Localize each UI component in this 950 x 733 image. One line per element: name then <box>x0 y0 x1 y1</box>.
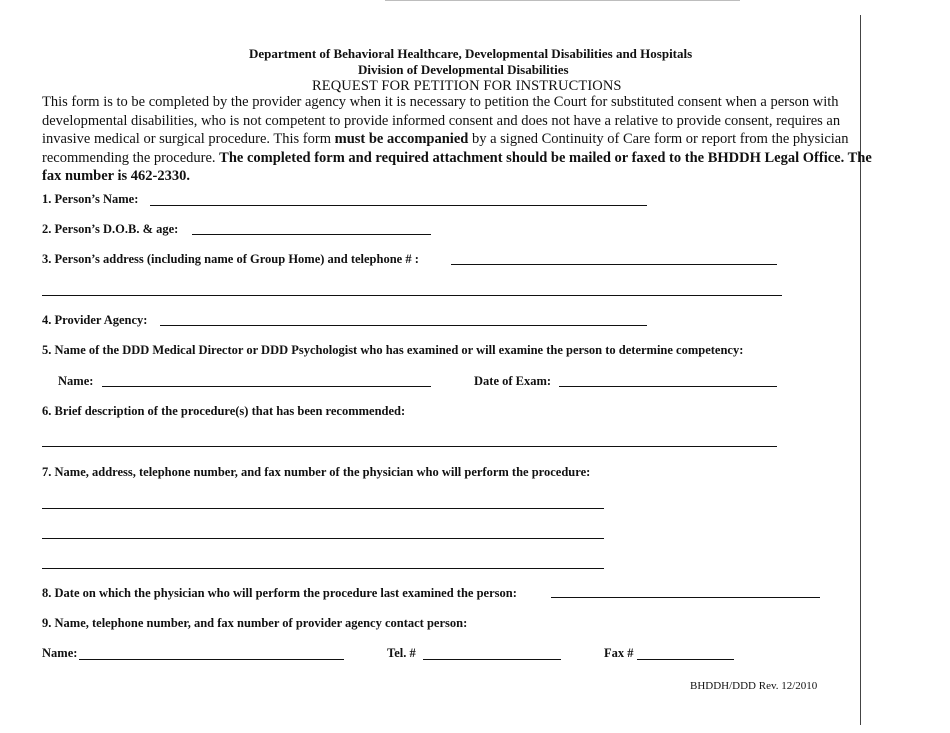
q5-date-label: Date of Exam: <box>474 374 552 388</box>
q9-contact-name-field[interactable] <box>79 659 344 660</box>
q4-provider-agency-field[interactable] <box>160 325 647 326</box>
q2-dob-age-field[interactable] <box>192 234 431 235</box>
division-name: Division of Developmental Disabilities <box>358 62 569 77</box>
q5-name-label: Name: <box>58 374 94 388</box>
q5-label: 5. Name of the DDD Medical Director or DDD Psychologist who has examined or will examine the person to determine competency: <box>42 343 744 357</box>
q3-label: 3. Person’s address (including name of Group Home) and telephone # : <box>42 252 419 266</box>
q5-date-of-exam-field[interactable] <box>559 386 777 387</box>
q7-physician-field-3[interactable] <box>42 568 604 569</box>
q7-physician-field-1[interactable] <box>42 508 604 509</box>
q9-name-label: Name: <box>42 646 78 660</box>
scan-artifact-line <box>385 0 740 1</box>
q1-label: 1. Person’s Name: <box>42 192 139 206</box>
q9-telephone-field[interactable] <box>423 659 561 660</box>
q6-label: 6. Brief description of the procedure(s) that has been recommended: <box>42 404 406 418</box>
q2-label: 2. Person’s D.O.B. & age: <box>42 222 179 236</box>
q8-last-exam-date-field[interactable] <box>551 597 820 598</box>
q1-person-name-field[interactable] <box>150 205 647 206</box>
q9-tel-label: Tel. # <box>387 646 416 660</box>
q9-fax-field[interactable] <box>637 659 734 660</box>
q9-label: 9. Name, telephone number, and fax number of provider agency contact person: <box>42 616 468 630</box>
intro-text-2: by a signed Continuity of Care form or report from the physician recommending the procedure. <box>42 131 849 166</box>
q7-label: 7. Name, address, telephone number, and fax number of the physician who will perform the procedure: <box>42 465 591 479</box>
q8-label: 8. Date on which the physician who will perform the procedure last examined the person: <box>42 586 517 600</box>
q5-name-field[interactable] <box>102 386 431 387</box>
q7-physician-field-2[interactable] <box>42 538 604 539</box>
form-title: REQUEST FOR PETITION FOR INSTRUCTIONS <box>312 78 622 94</box>
q6-procedure-description-field[interactable] <box>42 446 777 447</box>
department-name: Department of Behavioral Healthcare, Developmental Disabilities and Hospitals <box>249 46 693 61</box>
intro-bold-1: must be accompanied <box>334 131 469 147</box>
revision-note: BHDDH/DDD Rev. 12/2010 <box>690 680 818 692</box>
intro-text-1: This form is to be completed by the provider agency when it is necessary to petition the Court for substituted consent when a person with developmental disabilities, who is not competent to provide informed consent and does not have a relative to provide consent, requires an invasive medical or surgical procedure. This form <box>42 94 841 147</box>
q9-fax-label: Fax # <box>604 646 634 660</box>
q3-address-field-2[interactable] <box>42 295 782 296</box>
q3-address-field-1[interactable] <box>451 264 777 265</box>
instructions-paragraph <box>42 93 892 186</box>
q4-label: 4. Provider Agency: <box>42 313 148 327</box>
intro-bold-2: The completed form and required attachment should be mailed or faxed to the BHDDH Legal Office. The fax number is 462-2330. <box>42 149 872 184</box>
